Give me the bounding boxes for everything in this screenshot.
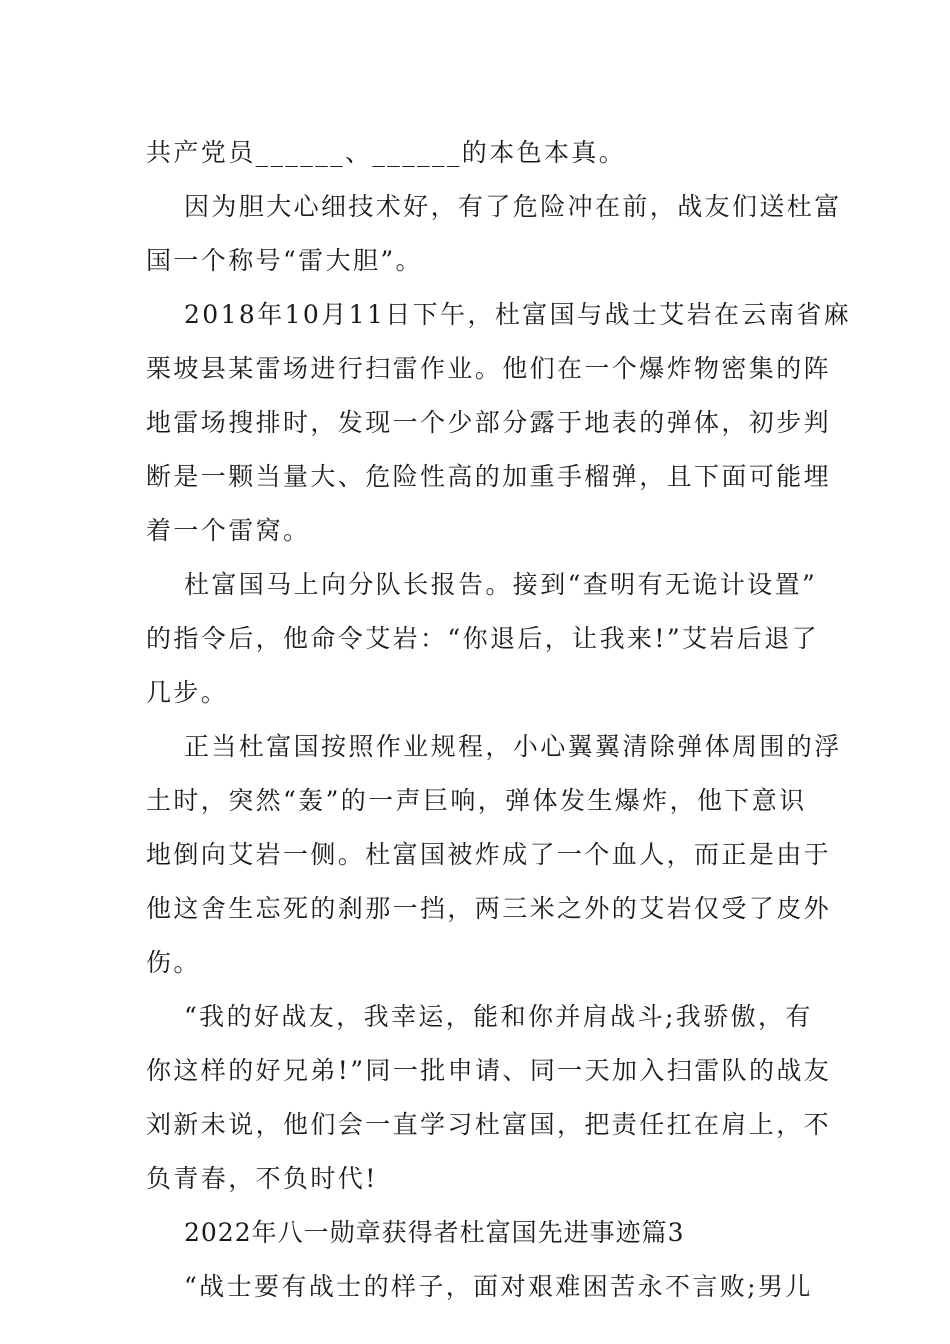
text-line-6: 地雷场搜排时，发现一个少部分露于地表的弹体，初步判 xyxy=(146,408,832,437)
text-line-19: 刘新未说，他们会一直学习杜富国，把责任扛在肩上，不 xyxy=(146,1110,832,1139)
text-line-9: 杜富国马上向分队长报告。接到“查明有无诡计设置” xyxy=(184,570,818,599)
text-line-17: “我的好战友，我幸运，能和你并肩战斗;我骄傲，有 xyxy=(184,1002,813,1031)
text-line-16: 伤。 xyxy=(146,948,201,977)
text-line-2: 因为胆大心细技术好，有了危险冲在前，战友们送杜富 xyxy=(184,192,842,221)
section-heading: 2022年八一勋章获得者杜富国先进事迹篇3 xyxy=(184,1218,685,1247)
text-line-13: 土时，突然“轰”的一声巨响，弹体发生爆炸，他下意识 xyxy=(146,786,807,815)
text-line-1: 共产党员______、______的本色本真。 xyxy=(146,138,627,167)
text-line-10: 的指令后，他命令艾岩：“你退后，让我来!”艾岩后退了 xyxy=(146,624,820,653)
text-line-11: 几步。 xyxy=(146,678,229,707)
text-line-18: 你这样的好兄弟!”同一批申请、同一天加入扫雷队的战友 xyxy=(146,1056,832,1085)
text-line-20: 负青春，不负时代! xyxy=(146,1164,378,1193)
article-body xyxy=(146,126,852,1314)
text-line-14: 地倒向艾岩一侧。杜富国被炸成了一个血人，而正是由于 xyxy=(146,840,832,869)
text-line-7: 断是一颗当量大、危险性高的加重手榴弹，且下面可能埋 xyxy=(146,462,832,491)
text-line-4: 2018年10月11日下午，杜富国与战士艾岩在云南省麻 xyxy=(184,300,852,329)
text-line-3: 国一个称号“雷大胆”。 xyxy=(146,246,423,275)
text-line-22: “战士要有战士的样子，面对艰难困苦永不言败;男儿 xyxy=(184,1272,813,1301)
text-line-8: 着一个雷窝。 xyxy=(146,516,311,545)
text-line-12: 正当杜富国按照作业规程，小心翼翼清除弹体周围的浮 xyxy=(184,732,842,761)
text-line-5: 栗坡县某雷场进行扫雷作业。他们在一个爆炸物密集的阵 xyxy=(146,354,832,383)
text-line-15: 他这舍生忘死的刹那一挡，两三米之外的艾岩仅受了皮外 xyxy=(146,894,832,923)
